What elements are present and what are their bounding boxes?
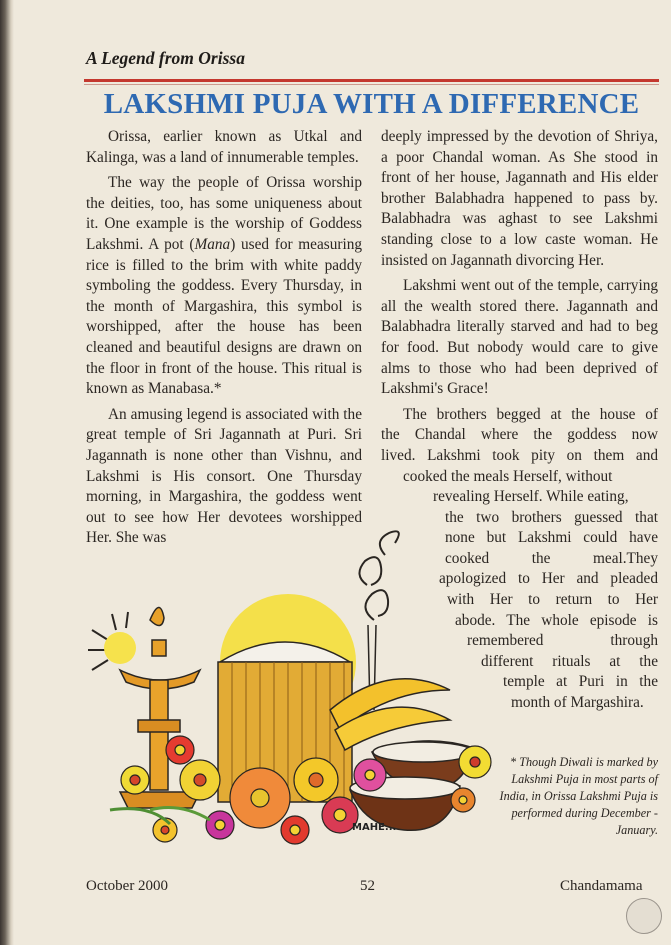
paragraph-line: temple at Puri in the (503, 673, 658, 691)
header-rule (84, 79, 659, 82)
lamp-flame (104, 632, 136, 664)
page-number: 52 (360, 878, 375, 894)
paragraph-line: with Her to return to Her (447, 591, 658, 609)
footnote (488, 754, 658, 839)
paragraph-line: apologized to Her and pleaded (439, 570, 658, 588)
artist-signature: MAHE... (352, 822, 397, 833)
paragraph-line: cooked the meal.They (445, 549, 658, 567)
paragraph: deeply impressed by the devotion of Shriya, a poor Chandal woman. As She stood in front of her house, Jagannath and His elder brother Balabhadra happened to pass by. Balabhadra was aghast to see Lakshmi standing close to a low caste woman. He insisted on Jagannath divorcing Her. (381, 128, 658, 269)
library-stamp (626, 898, 662, 934)
paragraph: Orissa, earlier known as Utkal and Kalinga, was a land of innumerable temples. (86, 128, 362, 166)
paragraph-line: different rituals at the (481, 652, 658, 670)
paragraph-line: remembered through (467, 632, 658, 650)
paragraph: Lakshmi went out of the temple, carrying all the wealth stored there. Jagannath and Balabhadra literally starved and had to beg for food. But nobody would care to give alms to those who had been deprived of Lakshmi's Grace! (381, 277, 658, 398)
paragraph: An amusing legend is associated with the great temple of Sri Jagannath at Puri. Sri Jagannath is none other than Vishnu, and Lakshmi is His consort. One Thursday morning, in Margashira, the goddess went out to see how Her devotees worshipped Her. She was (86, 405, 362, 547)
paragraph-text: ) used for measuring rice is filled to the brim with white paddy symboling the goddess. Every Thursday, in the month of Margashira, this symbol is worshipped, after the house has been cleaned and beautiful designs are drawn on the floor in front of the house. This ritual is known as Manabasa.* (86, 235, 362, 398)
section-kicker: A Legend from Orissa (86, 48, 245, 68)
paragraph-line: revealing Herself. While eating, (433, 488, 629, 506)
paragraph-emphasis: Mana (194, 235, 231, 253)
footnote-text: * Though Diwali is marked by Lakshmi Puja in most parts of India, in Orissa Lakshmi Puja is performed during December - January. (499, 755, 658, 837)
paragraph-line: the Chandal where the goddess now (381, 426, 658, 444)
page-title: LAKSHMI PUJA WITH A DIFFERENCE (103, 88, 640, 120)
paragraph-line: The brothers begged at the house of (403, 405, 658, 423)
footer-date: October 2000 (86, 878, 169, 894)
paragraph-line: abode. The whole episode is (455, 611, 658, 629)
text-column-left (86, 127, 362, 549)
paragraph-line: month of Margashira. (511, 694, 644, 712)
footer-magazine: Chandamama (560, 878, 643, 894)
puja-illustration (80, 530, 510, 860)
paragraph-line: the two brothers guessed that (445, 508, 658, 526)
paragraph-line: lived. Lakshmi took pity on them and (381, 446, 658, 464)
paragraph-line: none but Lakshmi could have (445, 529, 658, 547)
header-rule-thin (84, 84, 659, 85)
paragraph (86, 173, 362, 400)
paragraph-line: cooked the meals Herself, without (403, 467, 613, 485)
book-spine (0, 0, 14, 945)
paragraph-text: The way the people of Orissa worship the deities, too, has some uniqueness about it. One example is the worship of Goddess Lakshmi. A pot ( (86, 174, 362, 253)
